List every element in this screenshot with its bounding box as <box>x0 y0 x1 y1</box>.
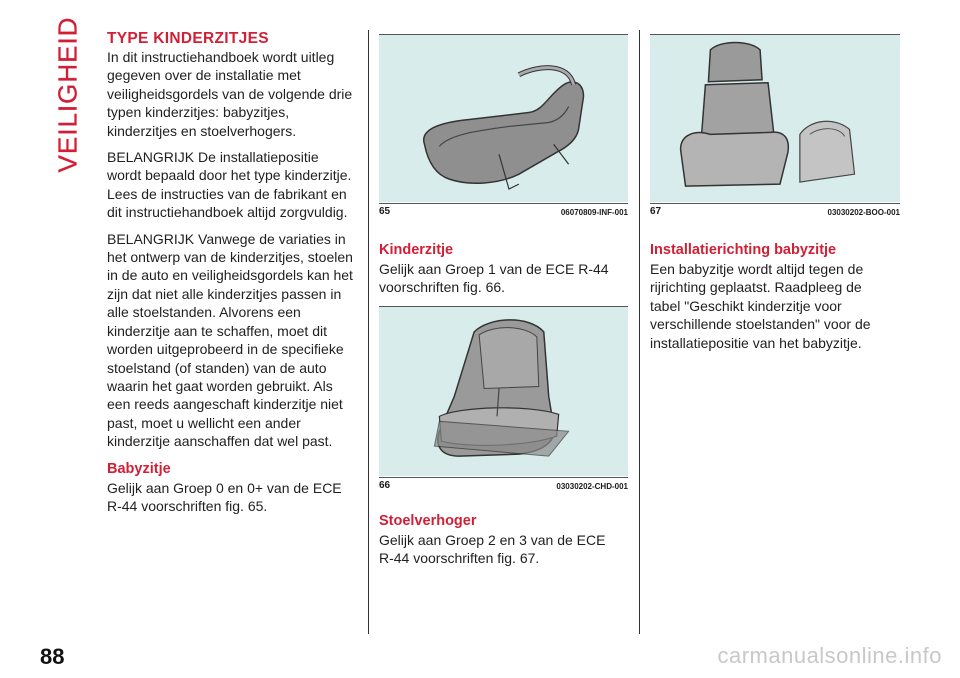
column-1 <box>107 30 355 523</box>
child-seat-illustration <box>379 307 628 476</box>
subheading-kinderzitje: Kinderzitje <box>379 242 454 258</box>
figure-65-infant-seat <box>379 34 628 202</box>
subheading-installatierichting: Installatierichting babyzitje <box>650 242 837 258</box>
important-note-1: BELANGRIJK De installatiepositie wordt bepaald door het type kinderzitje. Lees de instructies van de fabrikant en dit instructiehandboek altijd zorgvuldig. <box>107 149 352 221</box>
kinderzitje-paragraph: Gelijk aan Groep 1 van de ECE R-44 voorschriften fig. 66. <box>379 261 609 296</box>
watermark: carmanualsonline.info <box>717 643 942 668</box>
figure-67-caption <box>650 203 900 217</box>
infant-seat-illustration <box>379 35 628 202</box>
figure-66-child-seat <box>379 306 628 476</box>
figure-number: 66 <box>379 480 391 491</box>
figure-number: 65 <box>379 206 391 217</box>
column-divider-2 <box>639 30 640 634</box>
babyzitje-paragraph: Gelijk aan Groep 0 en 0+ van de ECE R-44 voorschriften fig. 65. <box>107 479 342 514</box>
intro-paragraph: In dit instructiehandboek wordt uitleg gegeven over de installatie met veiligheidsgordels van de volgende drie typen kinderzitjes: babyzitjes, kinderzitjes en stoelverhogers. <box>107 49 353 139</box>
column-divider-1 <box>368 30 369 634</box>
subheading-babyzitje: Babyzitje <box>107 460 171 477</box>
figure-code: 03030202-BOO-001 <box>827 208 900 217</box>
figure-code: 03030202-CHD-001 <box>556 482 628 491</box>
figure-code: 06070809-INF-001 <box>560 208 628 217</box>
figure-67-booster-seat <box>650 34 900 202</box>
section-side-label: VEILIGHEID <box>52 16 83 172</box>
installatierichting-paragraph: Een babyzitje wordt altijd tegen de rijrichting geplaatst. Raadpleeg de tabel "Geschikt kinderzitje voor verschillende stoelstanden" voor de installatiepositie van het babyzitje. <box>650 261 871 351</box>
important-note-2: BELANGRIJK Vanwege de variaties in het ontwerp van de kinderzitjes, stoelen in de auto en veiligheidsgordels kan het zijn dat niet alle kinderzitjes passen in alle stoelstanden. Alvorens een kinderzitje aan te schaffen, moet dit worden uitgeprobeerd in de specifieke stoelstand (of standen) van de auto waarin het gaat worden gebruikt. Als een reeds aangeschaft kinderzitje niet past, moet u wellicht een ander kinderzitje aanschaffen dat wel past. <box>107 230 353 450</box>
section-title: TYPE KINDERZITJES <box>107 30 269 47</box>
stoelverhoger-paragraph: Gelijk aan Groep 2 en 3 van de ECE R-44 voorschriften fig. 67. <box>379 532 606 567</box>
page-number: 88 <box>40 644 65 669</box>
subheading-stoelverhoger: Stoelverhoger <box>379 513 477 529</box>
figure-number: 67 <box>650 206 662 217</box>
figure-66-caption <box>379 477 628 491</box>
figure-65-caption <box>379 203 628 217</box>
booster-seat-illustration <box>650 35 900 202</box>
